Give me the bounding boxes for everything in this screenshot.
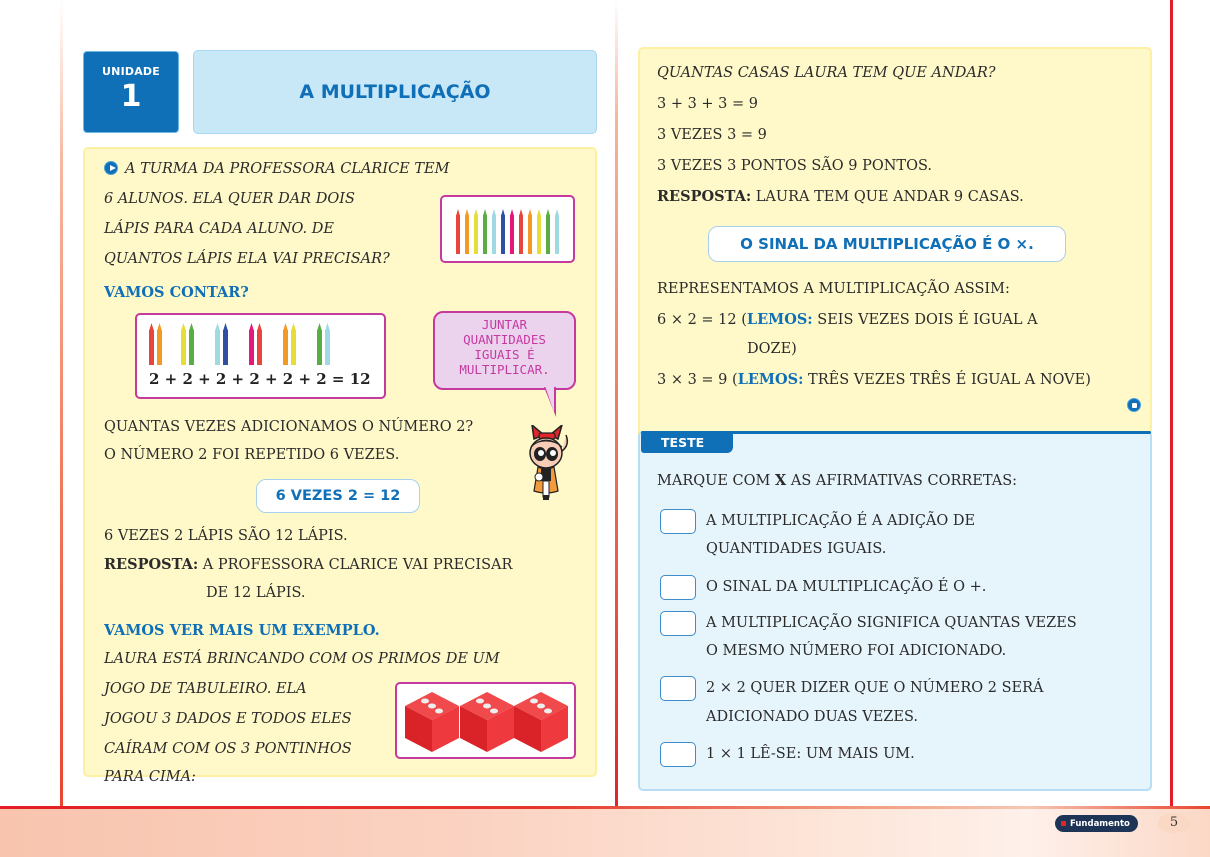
play-icon bbox=[104, 161, 118, 175]
character-illustration bbox=[522, 425, 572, 501]
brand-badge bbox=[1055, 815, 1138, 832]
speech-bubble bbox=[433, 311, 576, 390]
highlight-text: 6 VEZES 2 = 12 bbox=[275, 488, 401, 504]
x-mark-label: X bbox=[774, 472, 787, 489]
page-margin-line-right bbox=[1170, 0, 1173, 808]
lemos-label: LEMOS: bbox=[737, 371, 804, 388]
unit-number: 1 bbox=[120, 79, 142, 114]
example-6x2-cont: DOZE) bbox=[747, 341, 797, 357]
right-answer-text: LAURA TEM QUE ANDAR 9 CASAS. bbox=[755, 189, 1024, 205]
footer-rule bbox=[0, 806, 1210, 809]
test-instruction: MARQUE COM X AS AFIRMATIVAS CORRETAS: bbox=[657, 472, 1018, 489]
test-item-1-line-2: QUANTIDADES IGUAIS. bbox=[706, 541, 887, 557]
right-line-2: 3 VEZES 3 = 9 bbox=[657, 127, 767, 143]
example-line-2: JOGO DE TABULEIRO. ELA bbox=[104, 681, 307, 697]
problem-line-2: 6 ALUNOS. ELA QUER DAR DOIS bbox=[104, 191, 355, 207]
checkbox-2[interactable] bbox=[660, 575, 696, 600]
highlight-6-vezes-2 bbox=[256, 479, 420, 513]
example-heading: VAMOS VER MAIS UM EXEMPLO. bbox=[104, 622, 380, 639]
brand-name: Fundamento bbox=[1070, 818, 1130, 829]
answer-line-2: DE 12 LÁPIS. bbox=[206, 585, 306, 601]
test-item-5-line-1: 1 × 1 LÊ-SE: UM MAIS UM. bbox=[706, 746, 915, 762]
example-line-1: LAURA ESTÁ BRINCANDO COM OS PRIMOS DE UM bbox=[104, 651, 500, 667]
test-item-2-line-1: O SINAL DA MULTIPLICAÇÃO É O +. bbox=[706, 579, 987, 595]
represent-line: REPRESENTAMOS A MULTIPLICAÇÃO ASSIM: bbox=[657, 281, 1010, 297]
unit-label: UNIDADE bbox=[102, 65, 160, 78]
question-line-1: QUANTAS VEZES ADICIONAMOS O NÚMERO 2? bbox=[104, 419, 474, 435]
checkbox-5[interactable] bbox=[660, 742, 696, 767]
pencils-image bbox=[440, 195, 575, 263]
example-6x2: 6 × 2 = 12 (LEMOS: SEIS VEZES DOIS É IGUAL A bbox=[657, 311, 1038, 328]
test-item-4-line-2: ADICIONADO DUAS VEZES. bbox=[706, 709, 918, 725]
right-line-1: 3 + 3 + 3 = 9 bbox=[657, 96, 759, 112]
test-tab: TESTE bbox=[641, 432, 733, 453]
test-item-3-line-1: A MULTIPLICAÇÃO SIGNIFICA QUANTAS VEZES bbox=[706, 615, 1077, 631]
sum-expression: 2 + 2 + 2 + 2 + 2 + 2 = 12 bbox=[149, 370, 371, 388]
unit-title bbox=[193, 50, 597, 134]
question-line-2: O NÚMERO 2 FOI REPETIDO 6 VEZES. bbox=[104, 447, 400, 463]
brand-logo-icon bbox=[1061, 821, 1066, 826]
page-number: 5 bbox=[1158, 813, 1190, 833]
right-answer-label: RESPOSTA: bbox=[657, 188, 752, 205]
unit-title-text: A MULTIPLICAÇÃO bbox=[299, 81, 491, 103]
result-line: 6 VEZES 2 LÁPIS SÃO 12 LÁPIS. bbox=[104, 528, 348, 544]
dice-image bbox=[395, 682, 576, 759]
bubble-line-3: IGUAIS É bbox=[474, 347, 535, 362]
example-3x3: 3 × 3 = 9 (LEMOS: TRÊS VEZES TRÊS É IGUAL A NOVE) bbox=[657, 371, 1091, 388]
answer-text: A PROFESSORA CLARICE VAI PRECISAR bbox=[202, 557, 513, 573]
bubble-line-2: QUANTIDADES bbox=[463, 332, 546, 347]
test-item-4-line-1: 2 × 2 QUER DIZER QUE O NÚMERO 2 SERÁ bbox=[706, 680, 1044, 696]
dice-illustration bbox=[397, 684, 574, 757]
count-heading: VAMOS CONTAR? bbox=[104, 284, 249, 301]
highlight-sign-text: O SINAL DA MULTIPLICAÇÃO É O ×. bbox=[740, 235, 1034, 253]
bubble-line-1: JUNTAR bbox=[481, 317, 528, 332]
problem-line-3: LÁPIS PARA CADA ALUNO. DE bbox=[104, 221, 334, 237]
answer-line-1 bbox=[104, 556, 512, 574]
example-line-3: JOGOU 3 DADOS E TODOS ELES bbox=[104, 711, 352, 727]
answer-label: RESPOSTA: bbox=[104, 556, 199, 573]
example-line-5: PARA CIMA: bbox=[104, 769, 196, 785]
bubble-tail-fill bbox=[545, 386, 554, 412]
bubble-line-4: MULTIPLICAR. bbox=[459, 362, 550, 377]
right-question: QUANTAS CASAS LAURA TEM QUE ANDAR? bbox=[657, 65, 996, 81]
checkbox-3[interactable] bbox=[660, 611, 696, 636]
pencil-pairs-illustration bbox=[137, 315, 384, 365]
problem-line-1: A TURMA DA PROFESSORA CLARICE TEM bbox=[104, 160, 449, 178]
right-line-3: 3 VEZES 3 PONTOS SÃO 9 PONTOS. bbox=[657, 158, 933, 174]
stop-icon bbox=[1127, 398, 1141, 412]
page-gutter-line bbox=[615, 0, 618, 808]
right-answer bbox=[657, 188, 1024, 206]
lemos-label: LEMOS: bbox=[746, 311, 813, 328]
test-item-3-line-2: O MESMO NÚMERO FOI ADICIONADO. bbox=[706, 643, 1007, 659]
page-footer bbox=[0, 806, 1210, 857]
problem-line-4: QUANTOS LÁPIS ELA VAI PRECISAR? bbox=[104, 251, 390, 267]
page-margin-line-left bbox=[60, 0, 63, 808]
highlight-multiplication-sign bbox=[708, 226, 1066, 262]
checkbox-4[interactable] bbox=[660, 676, 696, 701]
pencil-pairs-image bbox=[135, 313, 386, 399]
example-line-4: CAÍRAM COM OS 3 PONTINHOS bbox=[104, 741, 352, 757]
pencils-illustration bbox=[442, 197, 573, 261]
checkbox-1[interactable] bbox=[660, 509, 696, 534]
test-item-1-line-1: A MULTIPLICAÇÃO É A ADIÇÃO DE bbox=[706, 513, 976, 529]
unit-badge bbox=[83, 51, 179, 133]
